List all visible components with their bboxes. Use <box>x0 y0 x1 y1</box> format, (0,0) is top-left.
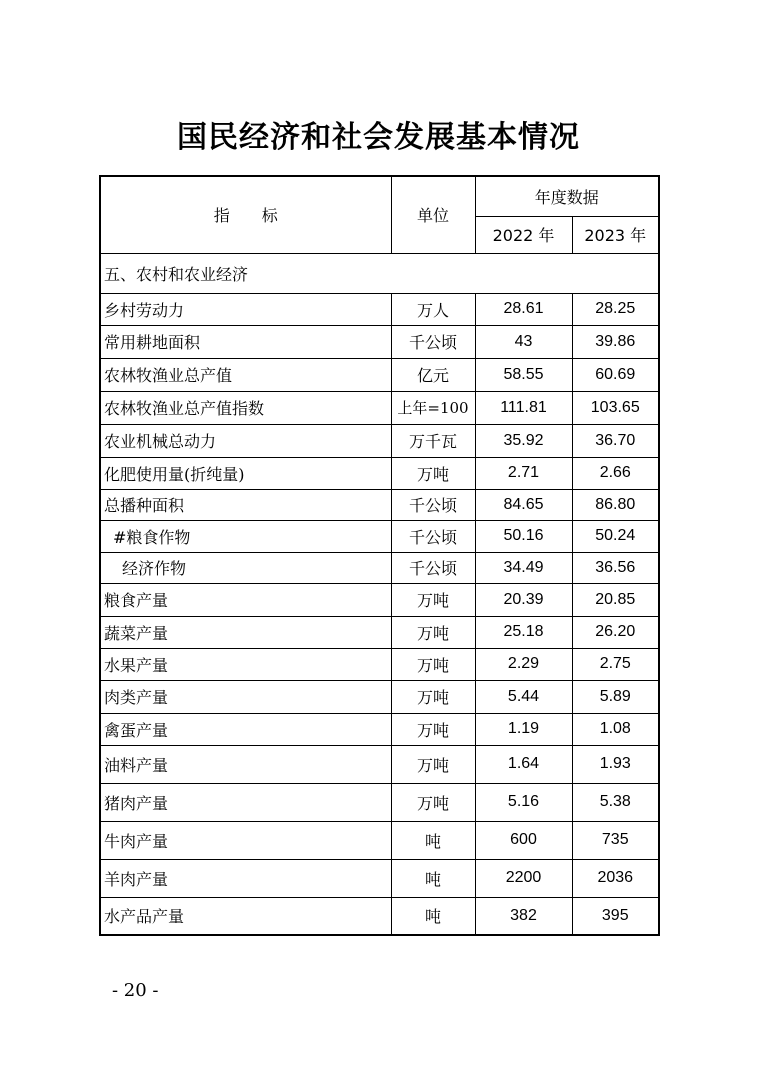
header-unit: 单位 <box>391 176 475 253</box>
row-unit: 万吨 <box>391 713 475 745</box>
row-label: 水果产量 <box>100 648 391 680</box>
row-unit: 万吨 <box>391 648 475 680</box>
row-label: 油料产量 <box>100 745 391 783</box>
row-label: 乡村劳动力 <box>100 293 391 325</box>
row-unit: 万吨 <box>391 583 475 616</box>
row-unit: 千公顷 <box>391 520 475 552</box>
table-row <box>100 424 659 457</box>
table-row <box>100 680 659 713</box>
row-label: 总播种面积 <box>100 489 391 520</box>
row-value-2023: 1.08 <box>572 713 659 745</box>
row-unit: 万吨 <box>391 616 475 648</box>
table-row <box>100 859 659 897</box>
row-value-2023: 5.89 <box>572 680 659 713</box>
row-value-2023: 86.80 <box>572 489 659 520</box>
row-label: 牛肉产量 <box>100 821 391 859</box>
row-label: 经济作物 <box>100 552 391 583</box>
table-row <box>100 648 659 680</box>
table-row <box>100 616 659 648</box>
row-label: 农林牧渔业总产值指数 <box>100 391 391 424</box>
row-value-2022: 1.19 <box>475 713 572 745</box>
row-label: 禽蛋产量 <box>100 713 391 745</box>
row-label: 水产品产量 <box>100 897 391 935</box>
row-unit: 万吨 <box>391 457 475 489</box>
row-value-2022: 20.39 <box>475 583 572 616</box>
table-row <box>100 358 659 391</box>
row-label: 粮食产量 <box>100 583 391 616</box>
table-row <box>100 293 659 325</box>
row-unit: 千公顷 <box>391 552 475 583</box>
header-year-2022: 2022 年 <box>475 216 572 253</box>
row-value-2023: 26.20 <box>572 616 659 648</box>
row-value-2022: 84.65 <box>475 489 572 520</box>
header-year-2023: 2023 年 <box>572 216 659 253</box>
row-label: 农林牧渔业总产值 <box>100 358 391 391</box>
row-label: 常用耕地面积 <box>100 325 391 358</box>
row-label: #粮食作物 <box>100 520 391 552</box>
row-unit: 亿元 <box>391 358 475 391</box>
row-unit: 千公顷 <box>391 325 475 358</box>
row-unit: 吨 <box>391 859 475 897</box>
section-heading: 五、农村和农业经济 <box>100 253 659 293</box>
row-unit: 吨 <box>391 897 475 935</box>
row-unit: 上年=100 <box>391 391 475 424</box>
row-value-2022: 28.61 <box>475 293 572 325</box>
row-value-2023: 20.85 <box>572 583 659 616</box>
row-value-2023: 735 <box>572 821 659 859</box>
row-value-2023: 39.86 <box>572 325 659 358</box>
row-value-2022: 2200 <box>475 859 572 897</box>
table-row <box>100 897 659 935</box>
row-value-2023: 395 <box>572 897 659 935</box>
table-body <box>100 293 659 935</box>
page-title: 国民经济和社会发展基本情况 <box>177 120 580 155</box>
row-label: 化肥使用量(折纯量) <box>100 457 391 489</box>
row-unit: 吨 <box>391 821 475 859</box>
page-number: - 20 - <box>112 980 159 1001</box>
header-annual-data: 年度数据 <box>475 176 659 216</box>
row-value-2022: 50.16 <box>475 520 572 552</box>
table-row <box>100 583 659 616</box>
table-row <box>100 745 659 783</box>
row-label: 蔬菜产量 <box>100 616 391 648</box>
row-value-2023: 50.24 <box>572 520 659 552</box>
row-label: 肉类产量 <box>100 680 391 713</box>
table-row <box>100 520 659 552</box>
row-unit: 万吨 <box>391 745 475 783</box>
row-value-2022: 5.16 <box>475 783 572 821</box>
row-label: 农业机械总动力 <box>100 424 391 457</box>
header-indicator: 指 标 <box>100 176 391 253</box>
table-row <box>100 325 659 358</box>
row-label: 羊肉产量 <box>100 859 391 897</box>
row-value-2023: 36.70 <box>572 424 659 457</box>
table-row <box>100 821 659 859</box>
row-value-2022: 111.81 <box>475 391 572 424</box>
row-value-2023: 60.69 <box>572 358 659 391</box>
row-value-2022: 43 <box>475 325 572 358</box>
table-row <box>100 783 659 821</box>
row-value-2023: 5.38 <box>572 783 659 821</box>
table-row <box>100 713 659 745</box>
row-value-2022: 382 <box>475 897 572 935</box>
row-unit: 万吨 <box>391 783 475 821</box>
row-value-2023: 103.65 <box>572 391 659 424</box>
row-value-2023: 1.93 <box>572 745 659 783</box>
table-row <box>100 489 659 520</box>
row-value-2023: 36.56 <box>572 552 659 583</box>
row-value-2022: 2.29 <box>475 648 572 680</box>
row-value-2022: 58.55 <box>475 358 572 391</box>
row-value-2022: 600 <box>475 821 572 859</box>
table-row <box>100 552 659 583</box>
row-unit: 万人 <box>391 293 475 325</box>
row-value-2022: 5.44 <box>475 680 572 713</box>
row-value-2022: 1.64 <box>475 745 572 783</box>
table-row <box>100 391 659 424</box>
row-unit: 万吨 <box>391 680 475 713</box>
row-unit: 万千瓦 <box>391 424 475 457</box>
row-value-2022: 34.49 <box>475 552 572 583</box>
statistics-table <box>99 175 660 936</box>
row-value-2022: 25.18 <box>475 616 572 648</box>
row-value-2023: 2.75 <box>572 648 659 680</box>
table-row <box>100 457 659 489</box>
row-unit: 千公顷 <box>391 489 475 520</box>
row-value-2023: 2036 <box>572 859 659 897</box>
row-value-2022: 35.92 <box>475 424 572 457</box>
row-label: 猪肉产量 <box>100 783 391 821</box>
row-value-2023: 2.66 <box>572 457 659 489</box>
row-value-2023: 28.25 <box>572 293 659 325</box>
row-value-2022: 2.71 <box>475 457 572 489</box>
